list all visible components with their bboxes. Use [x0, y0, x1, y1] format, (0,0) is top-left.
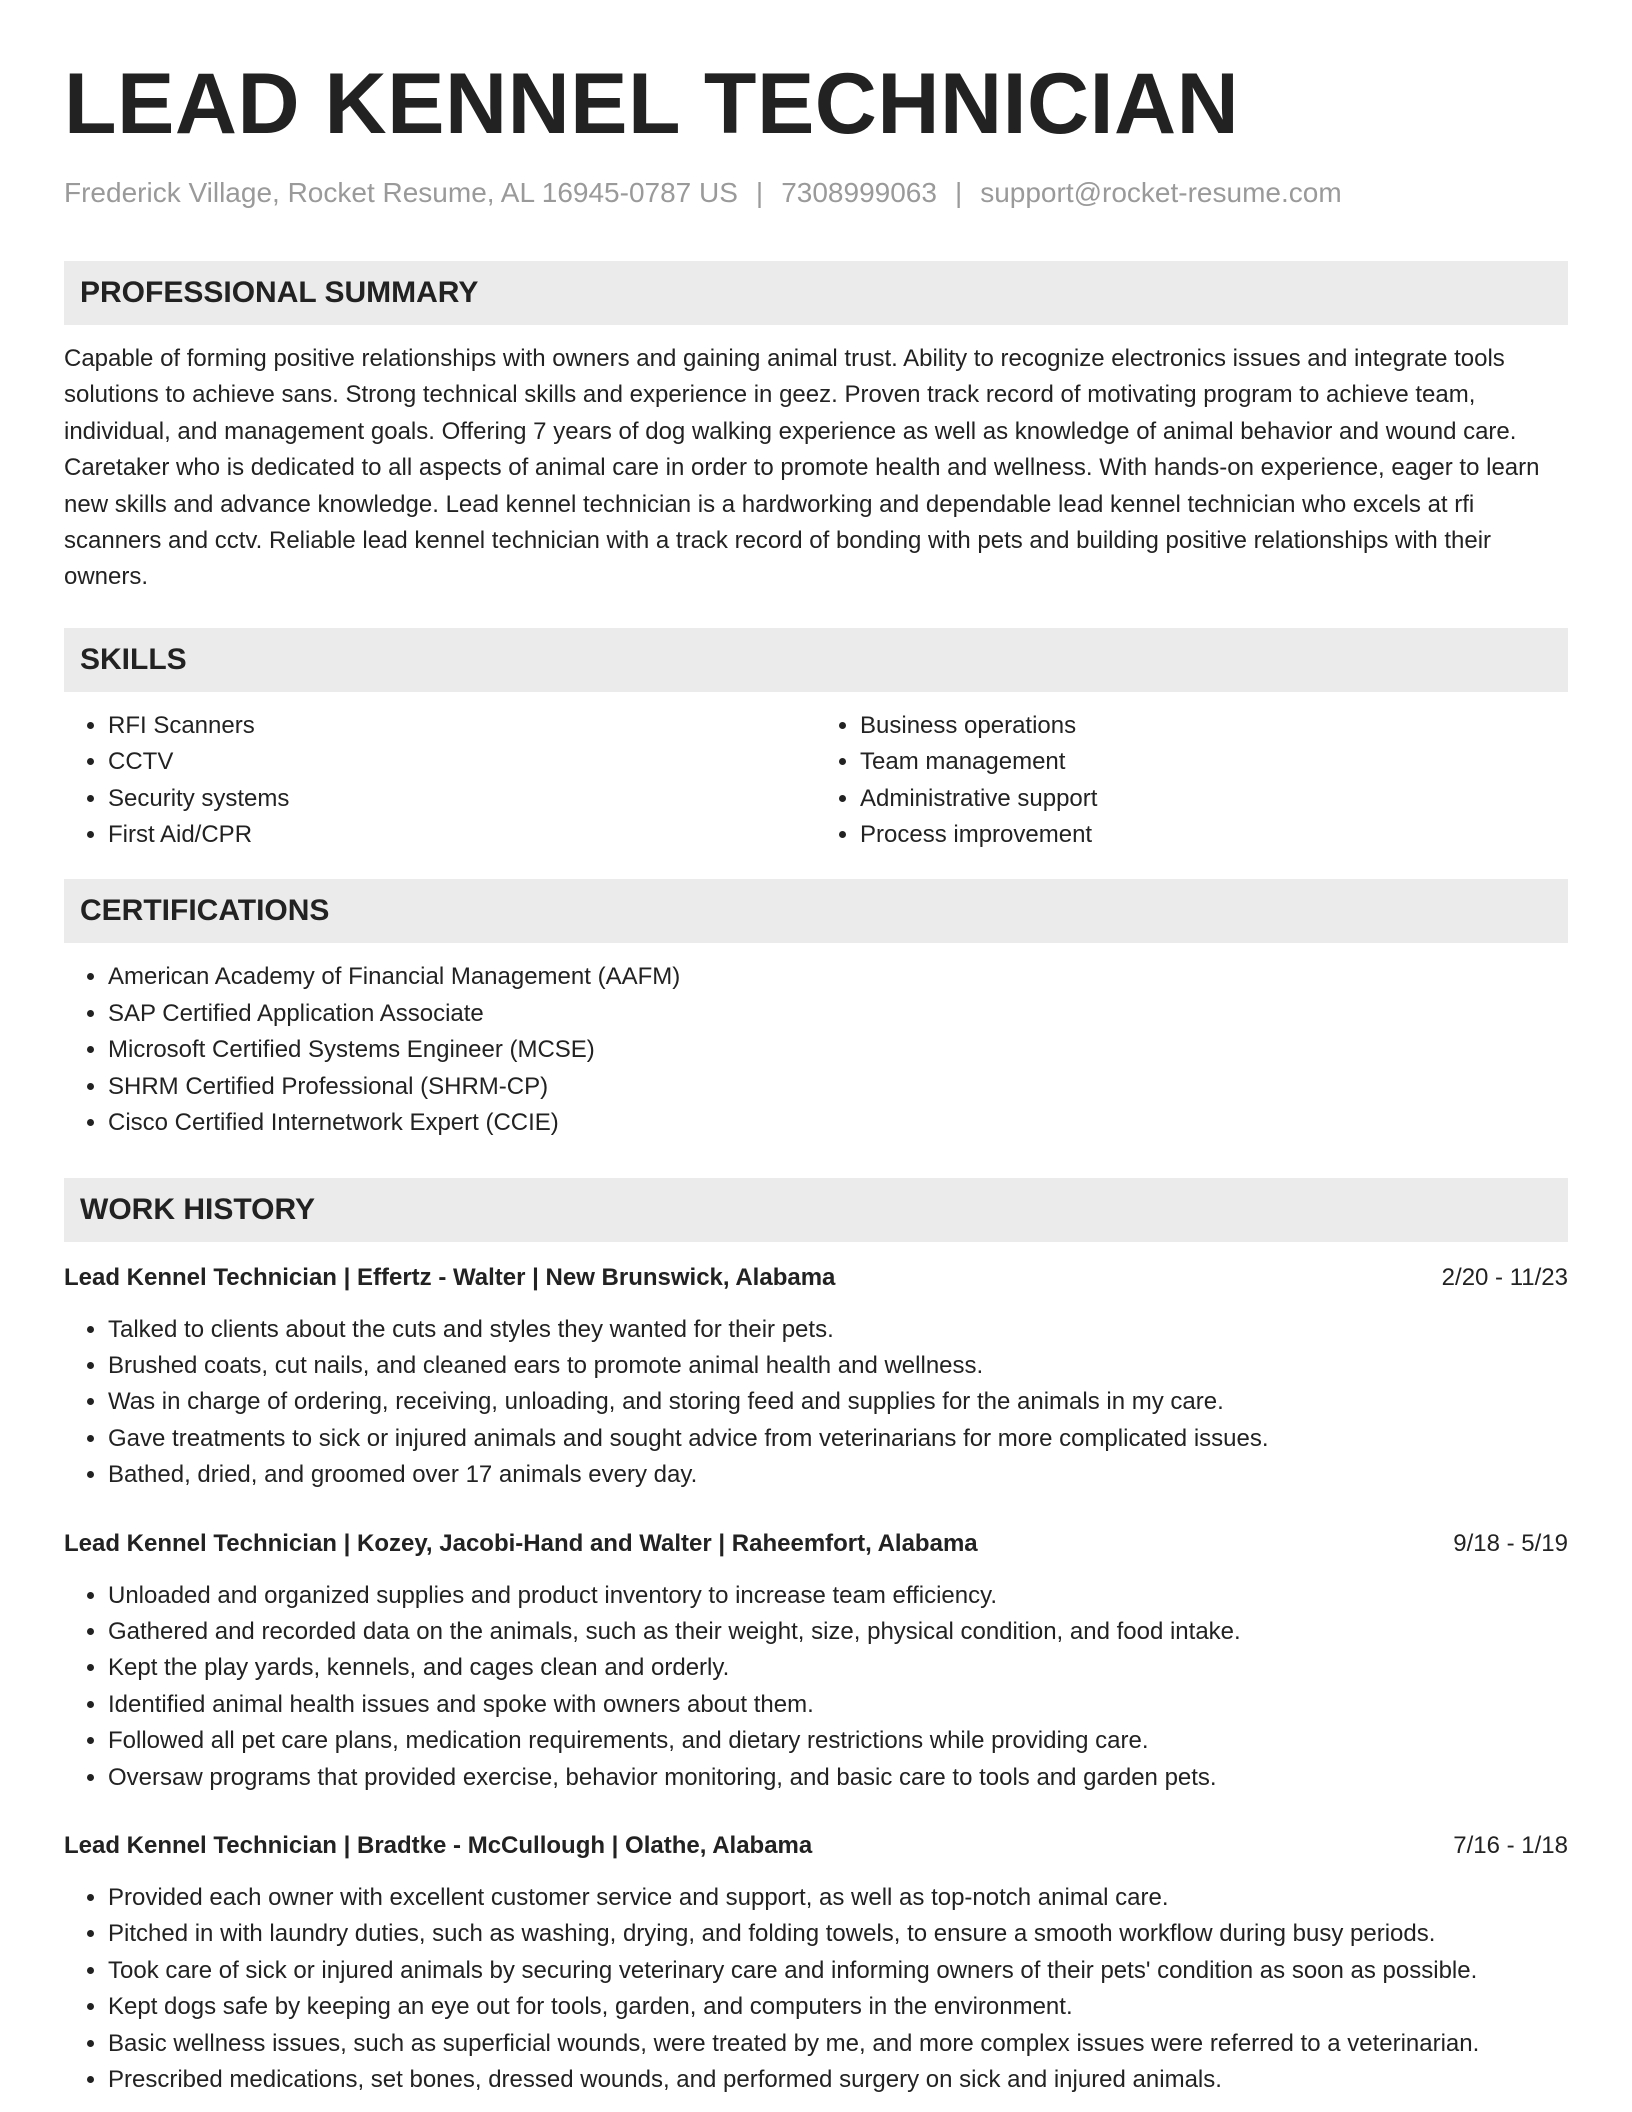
skill-item: • Process improvement — [860, 817, 1568, 853]
job-heading: Lead Kennel Technician | Kozey, Jacobi-Hand and Walter | Raheemfort, Alabama — [64, 1529, 978, 1557]
job-bullet: • Unloaded and organized supplies and product inventory to increase team efficiency. — [108, 1578, 1568, 1614]
job-bullet: • Kept dogs safe by keeping an eye out for tools, garden, and computers in the environment. — [108, 1989, 1568, 2025]
skill-item: • Administrative support — [860, 781, 1568, 817]
job-bullets — [64, 1312, 1568, 1494]
job-bullet: • Basic wellness issues, such as superficial wounds, were treated by me, and more complex issues were referred to a veterinarian. — [108, 2026, 1568, 2062]
job-entry — [64, 1260, 1568, 1494]
job-bullet: • Prescribed medications, set bones, dressed wounds, and performed surgery on sick and injured animals. — [108, 2062, 1568, 2098]
job-header — [64, 1526, 1568, 1562]
skill-item: • RFI Scanners — [108, 708, 816, 744]
skills-column-left — [64, 708, 816, 854]
job-bullet: • Gave treatments to sick or injured animals and sought advice from veterinarians for more complicated issues. — [108, 1421, 1568, 1457]
job-dates: 7/16 - 1/18 — [1453, 1831, 1568, 1859]
job-bullet: • Bathed, dried, and groomed over 17 animals every day. — [108, 1457, 1568, 1493]
job-heading: Lead Kennel Technician | Bradtke - McCullough | Olathe, Alabama — [64, 1831, 813, 1859]
skill-item: • Team management — [860, 744, 1568, 780]
skills-section-header: SKILLS — [64, 628, 1568, 692]
job-bullet: • Gathered and recorded data on the animals, such as their weight, size, physical condition, and food intake. — [108, 1614, 1568, 1650]
job-bullet: • Identified animal health issues and spoke with owners about them. — [108, 1687, 1568, 1723]
job-header — [64, 1828, 1568, 1864]
certification-item: • SAP Certified Application Associate — [108, 996, 1568, 1032]
job-dates: 2/20 - 11/23 — [1441, 1263, 1568, 1291]
job-bullet: • Followed all pet care plans, medication requirements, and dietary restrictions while providing care. — [108, 1723, 1568, 1759]
skills-list-left — [64, 708, 816, 854]
work-history-section-header: WORK HISTORY — [64, 1178, 1568, 1242]
job-bullets — [64, 1578, 1568, 1796]
summary-section-header: PROFESSIONAL SUMMARY — [64, 261, 1568, 325]
contact-phone: 7308999063 — [781, 177, 937, 208]
certification-item: • Cisco Certified Internetwork Expert (CCIE) — [108, 1105, 1568, 1141]
contact-line — [64, 176, 1568, 210]
job-bullets — [64, 1880, 1568, 2098]
job-bullet: • Kept the play yards, kennels, and cages clean and orderly. — [108, 1650, 1568, 1686]
job-entry — [64, 1526, 1568, 1796]
contact-separator: | — [755, 177, 764, 208]
skill-item: • Security systems — [108, 781, 816, 817]
certification-item: • American Academy of Financial Management (AAFM) — [108, 959, 1568, 995]
job-bullet: • Provided each owner with excellent customer service and support, as well as top-notch animal care. — [108, 1880, 1568, 1916]
skill-item: • CCTV — [108, 744, 816, 780]
job-heading: Lead Kennel Technician | Effertz - Walter | New Brunswick, Alabama — [64, 1263, 836, 1291]
certification-item: • Microsoft Certified Systems Engineer (MCSE) — [108, 1032, 1568, 1068]
summary-text: Capable of forming positive relationships with owners and gaining animal trust. Ability to recognize electronics issues and integrate tools solutions to achieve sans. Strong technical skills and experience in geez. Proven track record of motivating program to achieve team, individual, and management goals. Offering 7 years of dog walking experience as well as knowledge of animal behavior and wound care. Caretaker who is dedicated to all aspects of animal care in order to promote health and wellness. With hands-on experience, eager to learn new skills and advance knowledge. Lead kennel technician is a hardworking and dependable lead kennel technician who excels at rfi scanners and cctv. Reliable lead kennel technician with a track record of bonding with pets and building positive relationships with their owners. — [64, 345, 1540, 591]
skills-list-right — [816, 708, 1568, 854]
job-bullet: • Talked to clients about the cuts and styles they wanted for their pets. — [108, 1312, 1568, 1348]
job-bullet: • Pitched in with laundry duties, such as washing, drying, and folding towels, to ensure a smooth workflow during busy periods. — [108, 1916, 1568, 1952]
job-bullet: • Brushed coats, cut nails, and cleaned ears to promote animal health and wellness. — [108, 1348, 1568, 1384]
skill-item: • First Aid/CPR — [108, 817, 816, 853]
certifications-list — [64, 959, 1568, 1141]
page-title: LEAD KENNEL TECHNICIAN — [64, 56, 1240, 152]
certification-item: • SHRM Certified Professional (SHRM-CP) — [108, 1069, 1568, 1105]
contact-address: Frederick Village, Rocket Resume, AL 16945-0787 US — [64, 177, 738, 208]
certifications-section-header: CERTIFICATIONS — [64, 879, 1568, 943]
job-entry — [64, 1828, 1568, 2098]
job-dates: 9/18 - 5/19 — [1453, 1529, 1568, 1557]
job-bullet: • Took care of sick or injured animals by securing veterinary care and informing owners of their pets' condition as soon as possible. — [108, 1953, 1568, 1989]
contact-email: support@rocket-resume.com — [980, 177, 1342, 208]
skills-grid — [64, 708, 1568, 854]
job-bullet: • Oversaw programs that provided exercise, behavior monitoring, and basic care to tools and garden pets. — [108, 1760, 1568, 1796]
contact-separator: | — [954, 177, 963, 208]
skills-column-right — [816, 708, 1568, 854]
skill-item: • Business operations — [860, 708, 1568, 744]
job-header — [64, 1260, 1568, 1296]
job-bullet: • Was in charge of ordering, receiving, unloading, and storing feed and supplies for the animals in my care. — [108, 1384, 1568, 1420]
